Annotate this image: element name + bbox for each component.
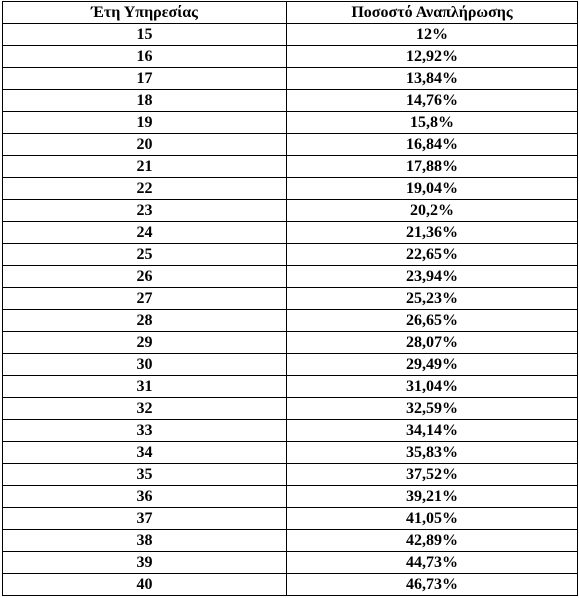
replacement-rate-cell: 46,73%: [287, 574, 578, 596]
years-of-service-cell: 18: [3, 90, 287, 112]
years-of-service-cell: 23: [3, 200, 287, 222]
years-of-service-cell: 21: [3, 156, 287, 178]
table-row: [3, 46, 578, 68]
replacement-rate-cell: 32,59%: [287, 398, 578, 420]
table-row: [3, 398, 578, 420]
table-row: [3, 442, 578, 464]
years-of-service-cell: 26: [3, 266, 287, 288]
years-of-service-cell: 25: [3, 244, 287, 266]
years-of-service-cell: 17: [3, 68, 287, 90]
replacement-rate-cell: 42,89%: [287, 530, 578, 552]
table-body: [3, 24, 578, 596]
table-row: [3, 332, 578, 354]
years-of-service-cell: 35: [3, 464, 287, 486]
years-of-service-cell: 39: [3, 552, 287, 574]
replacement-rate-cell: 14,76%: [287, 90, 578, 112]
replacement-rate-cell: 17,88%: [287, 156, 578, 178]
replacement-rate-table-container: [2, 1, 577, 596]
replacement-rate-cell: 15,8%: [287, 112, 578, 134]
table-row: [3, 508, 578, 530]
table-row: [3, 200, 578, 222]
years-of-service-cell: 15: [3, 24, 287, 46]
replacement-rate-cell: 16,84%: [287, 134, 578, 156]
table-row: [3, 24, 578, 46]
years-of-service-cell: 22: [3, 178, 287, 200]
table-row: [3, 288, 578, 310]
years-of-service-cell: 16: [3, 46, 287, 68]
replacement-rate-cell: 39,21%: [287, 486, 578, 508]
years-of-service-cell: 32: [3, 398, 287, 420]
table-row: [3, 178, 578, 200]
years-of-service-cell: 30: [3, 354, 287, 376]
replacement-rate-cell: 13,84%: [287, 68, 578, 90]
replacement-rate-cell: 44,73%: [287, 552, 578, 574]
years-of-service-cell: 19: [3, 112, 287, 134]
years-of-service-cell: 28: [3, 310, 287, 332]
replacement-rate-cell: 20,2%: [287, 200, 578, 222]
years-of-service-cell: 20: [3, 134, 287, 156]
years-of-service-cell: 38: [3, 530, 287, 552]
years-of-service-cell: 31: [3, 376, 287, 398]
replacement-rate-cell: 41,05%: [287, 508, 578, 530]
replacement-rate-cell: 19,04%: [287, 178, 578, 200]
table-row: [3, 156, 578, 178]
replacement-rate-table: [2, 1, 578, 596]
table-row: [3, 530, 578, 552]
replacement-rate-cell: 28,07%: [287, 332, 578, 354]
table-row: [3, 112, 578, 134]
table-row: [3, 354, 578, 376]
years-of-service-cell: 40: [3, 574, 287, 596]
years-of-service-cell: 29: [3, 332, 287, 354]
replacement-rate-cell: 21,36%: [287, 222, 578, 244]
table-row: [3, 420, 578, 442]
table-row: [3, 552, 578, 574]
table-row: [3, 266, 578, 288]
replacement-rate-cell: 34,14%: [287, 420, 578, 442]
table-row: [3, 68, 578, 90]
header-replacement-rate: Ποσοστό Αναπλήρωσης: [287, 2, 578, 24]
replacement-rate-cell: 25,23%: [287, 288, 578, 310]
table-row: [3, 90, 578, 112]
table-row: [3, 574, 578, 596]
replacement-rate-cell: 29,49%: [287, 354, 578, 376]
table-row: [3, 310, 578, 332]
replacement-rate-cell: 35,83%: [287, 442, 578, 464]
replacement-rate-cell: 23,94%: [287, 266, 578, 288]
replacement-rate-cell: 12%: [287, 24, 578, 46]
years-of-service-cell: 34: [3, 442, 287, 464]
years-of-service-cell: 36: [3, 486, 287, 508]
table-row: [3, 244, 578, 266]
replacement-rate-cell: 22,65%: [287, 244, 578, 266]
table-row: [3, 376, 578, 398]
table-header-row: [3, 2, 578, 24]
replacement-rate-cell: 31,04%: [287, 376, 578, 398]
years-of-service-cell: 27: [3, 288, 287, 310]
table-row: [3, 486, 578, 508]
years-of-service-cell: 24: [3, 222, 287, 244]
years-of-service-cell: 33: [3, 420, 287, 442]
table-row: [3, 464, 578, 486]
replacement-rate-cell: 37,52%: [287, 464, 578, 486]
table-row: [3, 134, 578, 156]
replacement-rate-cell: 26,65%: [287, 310, 578, 332]
table-row: [3, 222, 578, 244]
header-years-of-service: Έτη Υπηρεσίας: [3, 2, 287, 24]
years-of-service-cell: 37: [3, 508, 287, 530]
replacement-rate-cell: 12,92%: [287, 46, 578, 68]
